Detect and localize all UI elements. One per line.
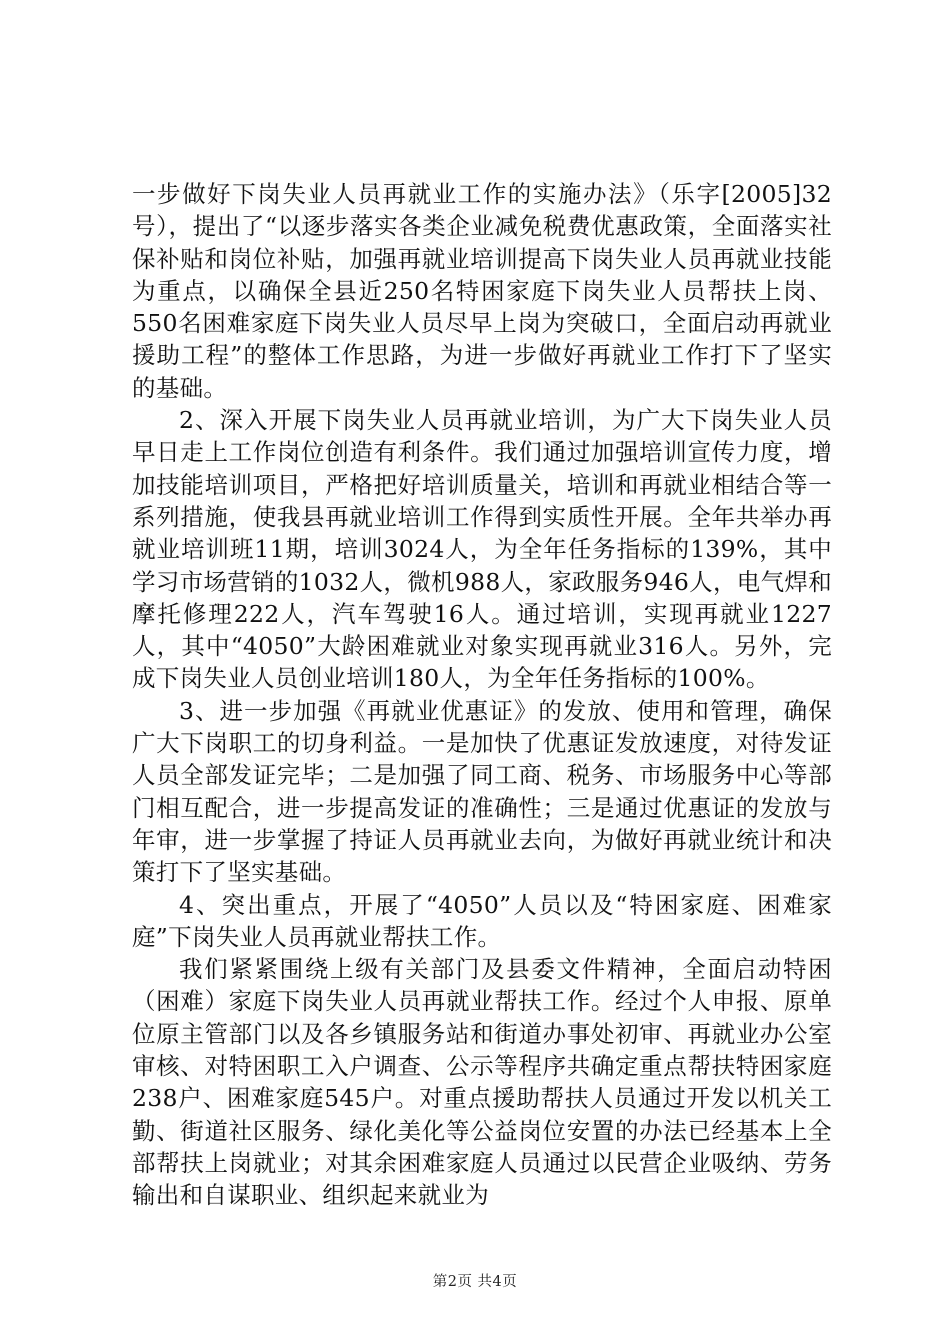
paragraph-assistance: 我们紧紧围绕上级有关部门及县委文件精神，全面启动特困（困难）家庭下岗失业人员再就业帮扶工作。经过个人申报、原单位原主管部门以及各乡镇服务站和街道办事处初审、再就业办公室审核、对特困职工入户调查、公示等程序共确定重点帮扶特困家庭238户、困难家庭545户。对重点援助帮扶人员通过开发以机关工勤、街道社区服务、绿化美化等公益岗位安置的办法已经基本上全部帮扶上岗就业；对其余困难家庭人员通过以民营企业吸纳、劳务输出和自谋职业、组织起来就业为 <box>132 955 832 1210</box>
paragraph-certificate: 3、进一步加强《再就业优惠证》的发放、使用和管理，确保广大下岗职工的切身利益。一是加快了优惠证发放速度，对待发证人员全部发证完毕；二是加强了同工商、税务、市场服务中心等部门相互配合，进一步提高发证的准确性；三是通过优惠证的发放与年审，进一步掌握了持证人员再就业去向，为做好再就业统计和决策打下了坚实基础。 <box>132 696 832 887</box>
paragraph-continuation: 一步做好下岗失业人员再就业工作的实施办法》（乐字[2005]32号），提出了“以逐步落实各类企业减免税费优惠政策，全面落实社保补贴和岗位补贴，加强再就业培训提高下岗失业人员再就业技能为重点，以确保全县近250名特困家庭下岗失业人员帮扶上岗、550名困难家庭下岗失业人员尽早上岗为突破口，全面启动再就业援助工程”的整体工作思路，为进一步做好再就业工作打下了坚实的基础。 <box>132 180 832 402</box>
page-number-footer: 第2页 共4页 <box>432 1274 518 1290</box>
paragraph-focus: 4、突出重点，开展了“4050”人员以及“特困家庭、困难家庭”下岗失业人员再就业帮扶工作。 <box>132 890 832 951</box>
paragraph-training: 2、深入开展下岗失业人员再就业培训，为广大下岗失业人员早日走上工作岗位创造有利条件。我们通过加强培训宣传力度，增加技能培训项目，严格把好培训质量关，培训和再就业相结合等一系列措施，使我县再就业培训工作得到实质性开展。全年共举办再就业培训班11期，培训3024人，为全年任务指标的139%，其中学习市场营销的1032人，微机988人，家政服务946人，电气焊和摩托修理222人，汽车驾驶16人。通过培训，实现再就业1227人，其中“4050”大龄困难就业对象实现再就业316人。另外，完成下岗失业人员创业培训180人，为全年任务指标的100%。 <box>132 406 832 693</box>
document-body <box>132 178 832 1212</box>
